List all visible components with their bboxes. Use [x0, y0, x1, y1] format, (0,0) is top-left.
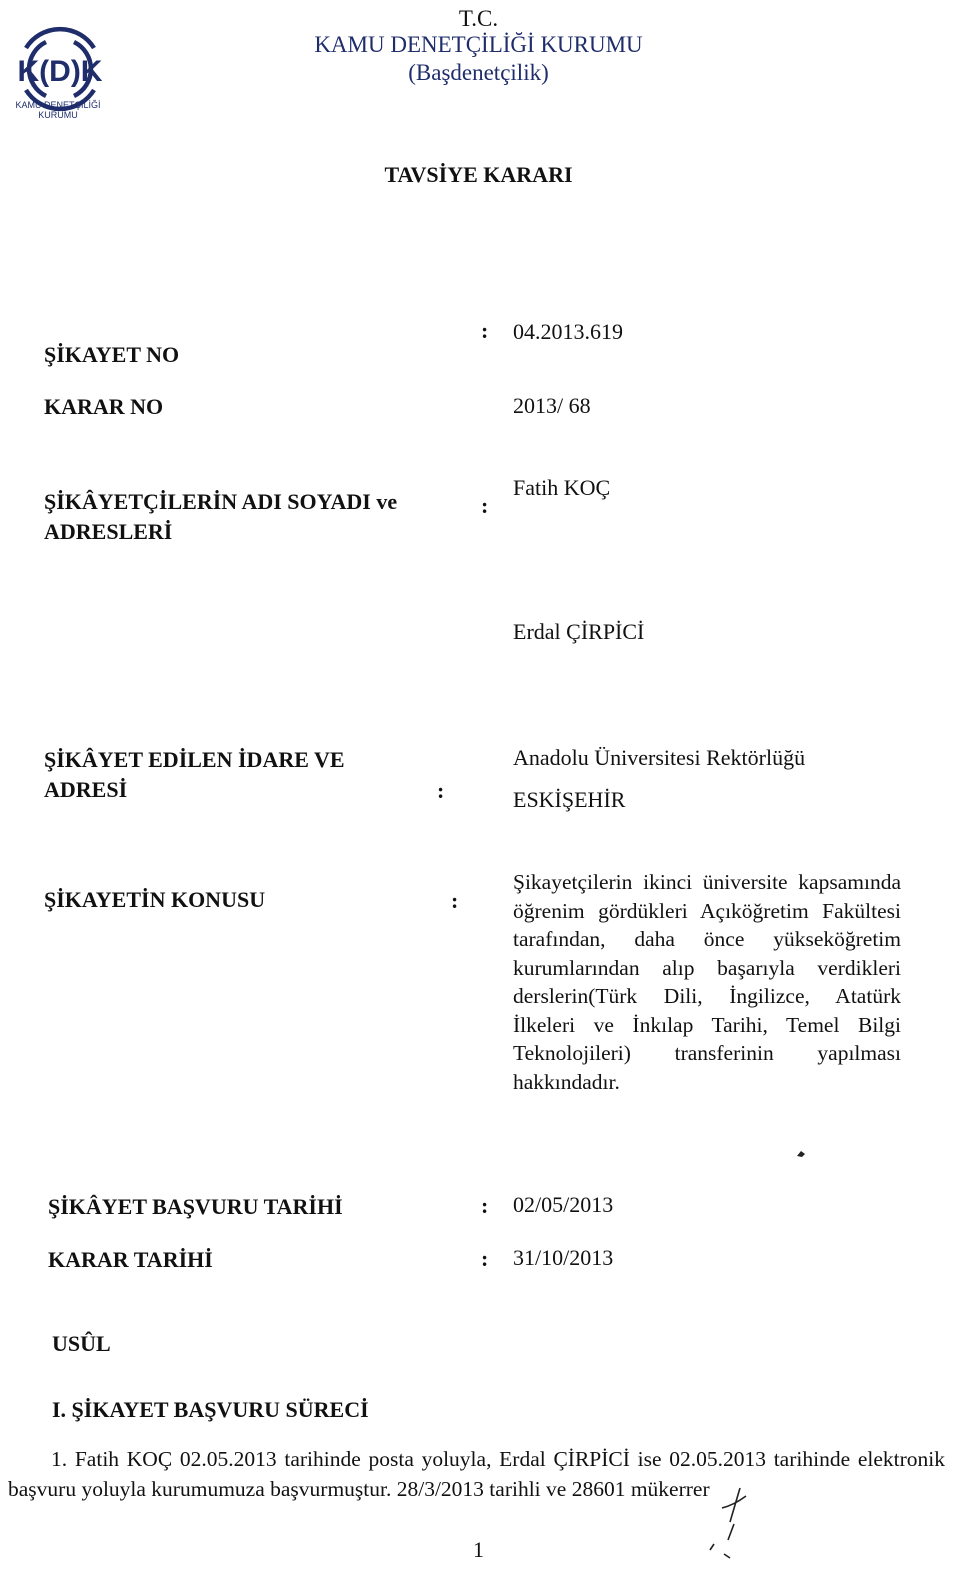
basvuru-tarihi-label: ŞİKÂYET BAŞVURU TARİHİ	[48, 1194, 343, 1219]
karar-no-label: KARAR NO	[44, 394, 164, 419]
idare-label-1: ŞİKÂYET EDİLEN İDARE VE	[44, 747, 345, 772]
konu-text: Şikayetçilerin ikinci üniversite kapsamında öğrenim gördükleri Açıköğretim Fakültesi tarafından, daha önce yükseköğretim kurumlarından alıp başarıyla verdikleri derslerin(Türk Dili, İngilizce, Atatürk İlkeleri ve İnkılap Tarihi, Temel Bilgi Teknolojileri) transferinin yapılması hakkındadır.	[513, 870, 901, 1094]
section-basvuru-sureci: I. ŞİKAYET BAŞVURU SÜRECİ	[52, 1397, 369, 1422]
paragraph-1: 1. Fatih KOÇ 02.05.2013 tarihinde posta yoluyla, Erdal ÇİRPİCİ ise 02.05.2013 tarihinde elektronik başvuru yoluyla kurumumuza başvurmuştur. 28/3/2013 tarihli ve 28601 mükerrer	[8, 1447, 945, 1501]
page-number: 1	[473, 1537, 484, 1562]
konu-colon: :	[451, 888, 459, 913]
basvuru-tarihi-value: 02/05/2013	[513, 1192, 614, 1217]
logo-letters: K(D)K	[17, 55, 103, 88]
basvuru-tarihi-colon: :	[481, 1193, 489, 1218]
karar-tarihi-colon: :	[481, 1246, 489, 1271]
sikayet-no-label: ŞİKAYET NO	[44, 342, 180, 367]
logo-caption-1: KAMU DENETÇİLİĞİ	[15, 100, 101, 110]
header-institution: KAMU DENETÇİLİĞİ KURUMU	[314, 32, 643, 57]
idare-label-2: ADRESİ	[44, 777, 128, 802]
scan-speck	[796, 1150, 806, 1158]
idare-name: Anadolu Üniversitesi Rektörlüğü	[513, 745, 806, 770]
header-department: (Başdenetçilik)	[408, 60, 549, 85]
karar-tarihi-value: 31/10/2013	[513, 1245, 614, 1270]
sikayetci-1-name: Fatih KOÇ	[513, 475, 611, 500]
sikayetciler-colon: :	[481, 493, 489, 518]
idare-colon: :	[437, 778, 445, 803]
sikayet-no-value: 04.2013.619	[513, 319, 623, 344]
karar-tarihi-label: KARAR TARİHİ	[48, 1247, 213, 1272]
logo-caption-2: KURUMU	[38, 110, 78, 120]
sikayetciler-label-2: ADRESLERİ	[44, 519, 173, 544]
section-usul: USÛL	[52, 1331, 111, 1356]
header-tc: T.C.	[458, 6, 499, 31]
sikayet-no-colon: :	[481, 318, 489, 343]
sikayetciler-label-1: ŞİKÂYETÇİLERİN ADI SOYADI ve	[44, 489, 398, 514]
sikayetci-2-name: Erdal ÇİRPİCİ	[513, 619, 645, 644]
document-title: TAVSİYE KARARI	[384, 162, 573, 187]
idare-city: ESKİŞEHİR	[513, 787, 626, 812]
konu-label: ŞİKAYETİN KONUSU	[44, 887, 266, 912]
karar-no-value: 2013/ 68	[513, 393, 591, 418]
